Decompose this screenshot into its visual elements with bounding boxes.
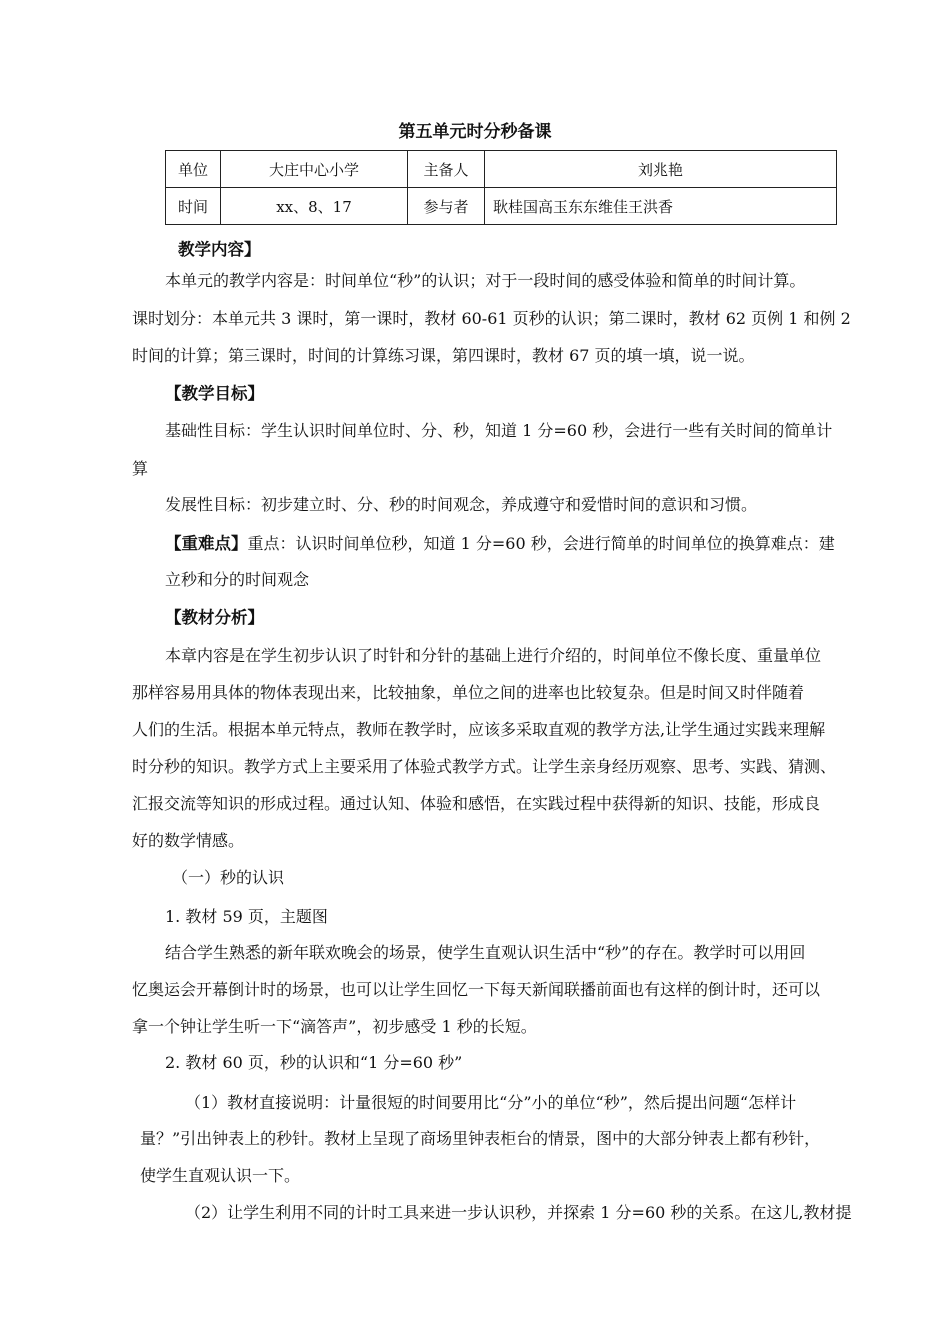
paragraph-line: 使学生直观认识一下。 — [140, 1166, 301, 1185]
paragraph-line: 立秒和分的时间观念 — [165, 570, 310, 589]
paragraph-text: 重点：认识时间单位秒，知道 1 分=60 秒，会进行简单的时间单位的换算难点：建 — [247, 534, 835, 553]
table-cell: 主备人 — [408, 151, 485, 188]
table-cell: xx、8、17 — [221, 188, 408, 225]
table-cell: 单位 — [166, 151, 221, 188]
paragraph-line: （2）让学生利用不同的计时工具来进一步认识秒，并探索 1 分=60 秒的关系。在这儿,教材提 — [185, 1203, 852, 1222]
paragraph-line: 本章内容是在学生初步认识了时针和分针的基础上进行介绍的，时间单位不像长度、重量单位 — [165, 646, 822, 665]
paragraph-line: 时分秒的知识。教学方式上主要采用了体验式教学方式。让学生亲身经历观察、思考、实践、猜测、 — [132, 757, 837, 776]
section-heading-key: 【重难点】 — [165, 534, 248, 553]
section-heading-content: 教学内容】 — [178, 240, 261, 259]
info-table — [165, 150, 837, 225]
paragraph-line: 好的数学情感。 — [132, 831, 245, 850]
paragraph-line: 基础性目标：学生认识时间单位时、分、秒，知道 1 分=60 秒，会进行一些有关时间的简单计 — [165, 421, 833, 440]
paragraph-line: 拿一个钟让学生听一下“滴答声”，初步感受 1 秒的长短。 — [132, 1017, 537, 1036]
table-row — [166, 151, 837, 188]
table-row — [166, 188, 837, 225]
paragraph-line: 忆奥运会开幕倒计时的场景，也可以让学生回忆一下每天新闻联播前面也有这样的倒计时，还可以 — [132, 980, 821, 999]
list-item-title: 2. 教材 60 页，秒的认识和“1 分=60 秒” — [165, 1053, 463, 1072]
paragraph-line: 时间的计算；第三课时，时间的计算练习课，第四课时，教材 67 页的填一填，说一说。 — [132, 346, 755, 365]
paragraph-line: （1）教材直接说明：计量很短的时间要用比“分”小的单位“秒”，然后提出问题“怎样计 — [185, 1093, 797, 1112]
paragraph-line: 课时划分：本单元共 3 课时，第一课时，教材 60-61 页秒的认识；第二课时，教材 62 页例 1 和例 2 — [132, 309, 851, 328]
table-cell: 参与者 — [408, 188, 485, 225]
paragraph-line: 发展性目标：初步建立时、分、秒的时间观念，养成遵守和爱惜时间的意识和习惯。 — [165, 495, 758, 514]
table-cell: 耿桂国高玉东东维佳王洪香 — [485, 188, 837, 225]
paragraph-line: 那样容易用具体的物体表现出来，比较抽象，单位之间的进率也比较复杂。但是时间又时伴随着 — [132, 683, 805, 702]
paragraph-line: 结合学生熟悉的新年联欢晚会的场景，使学生直观认识生活中“秒”的存在。教学时可以用回 — [165, 943, 806, 962]
document-title: 第五单元时分秒备课 — [398, 122, 552, 142]
paragraph-line: 本单元的教学内容是：时间单位“秒”的认识；对于一段时间的感受体验和简单的时间计算。 — [165, 271, 806, 290]
list-item-title: 1. 教材 59 页，主题图 — [165, 907, 328, 926]
paragraph-line: 量？”引出钟表上的秒针。教材上呈现了商场里钟表柜台的情景，图中的大部分钟表上都有秒针， — [140, 1129, 821, 1148]
section-heading-analysis: 【教材分析】 — [165, 608, 264, 627]
section-heading-goals: 【教学目标】 — [165, 384, 264, 403]
table-cell: 刘兆艳 — [485, 151, 837, 188]
subsection-title: （一）秒的认识 — [172, 868, 285, 887]
table-cell: 大庄中心小学 — [221, 151, 408, 188]
paragraph-line: 汇报交流等知识的形成过程。通过认知、体验和感悟，在实践过程中获得新的知识、技能，形成良 — [132, 794, 821, 813]
key-points-line — [165, 530, 835, 554]
paragraph-line: 人们的生活。根据本单元特点，教师在教学时，应该多采取直观的教学方法,让学生通过实践来理解 — [132, 720, 826, 739]
table-cell: 时间 — [166, 188, 221, 225]
paragraph-line: 算 — [132, 459, 149, 478]
